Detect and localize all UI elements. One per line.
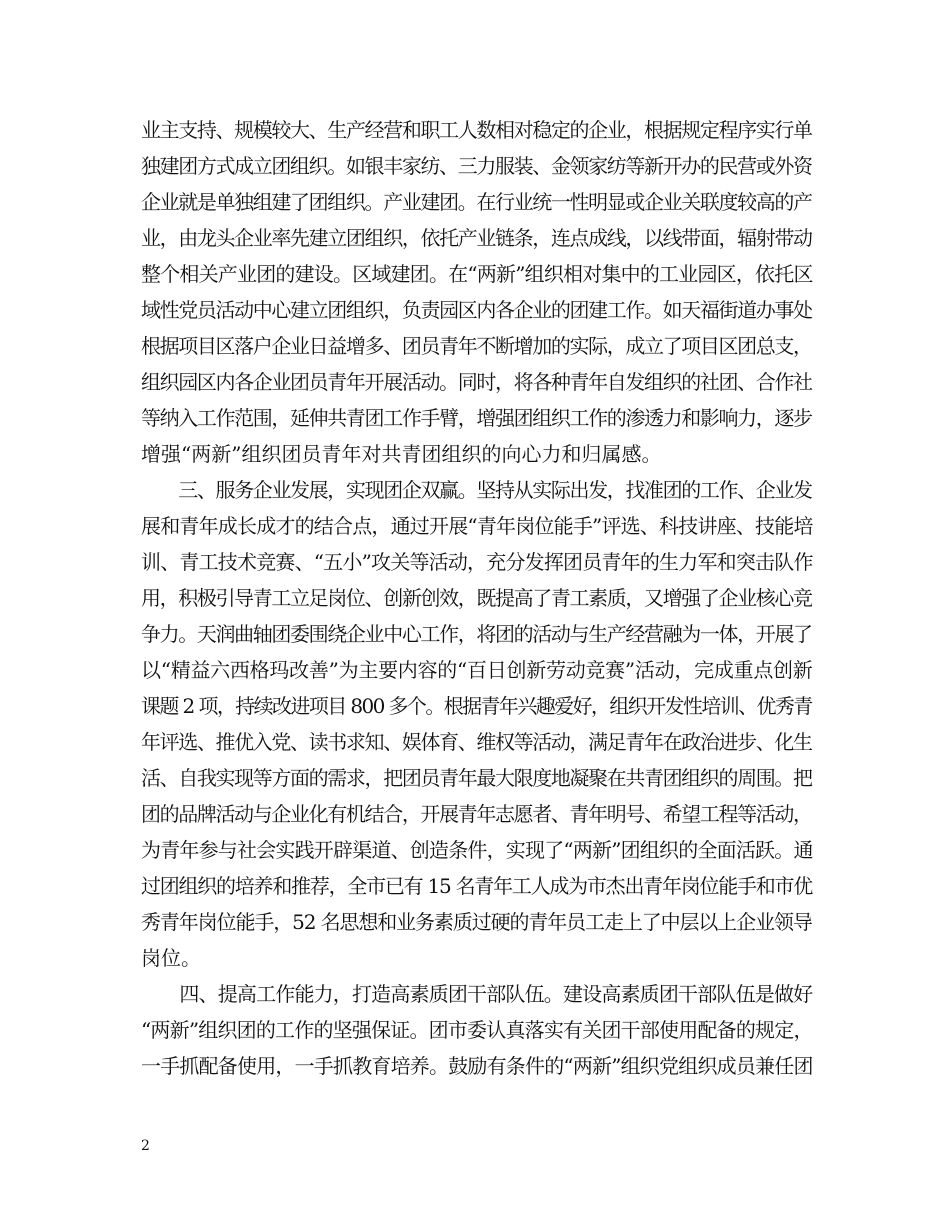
text-line: 整个相关产业团的建设。区域建团。在“两新”组织相对集中的工业园区，依托区 (141, 262, 813, 286)
text-line: 业，由龙头企业率先建立团组织，依托产业链条，连点成线，以线带面，辐射带动 (141, 226, 812, 250)
text-line: 活、自我实现等方面的需求，把团员青年最大限度地凝聚在共青团组织的周围。把 (141, 766, 812, 790)
document-body (141, 112, 813, 1084)
text-line: “两新”组织团的工作的坚强保证。团市委认真落实有关团干部使用配备的规定， (141, 1018, 813, 1042)
text-line: 根据项目区落户企业日益增多、团员青年不断增加的实际，成立了项目区团总支， (141, 334, 812, 358)
text-line: 年评选、推优入党、读书求知、娱体育、维权等活动，满足青年在政治进步、化生 (141, 730, 812, 754)
page-number: 2 (141, 1138, 150, 1154)
text-line: 等纳入工作范围，延伸共青团工作手臂，增强团组织工作的渗透力和影响力，逐步 (141, 406, 812, 430)
text-line: 组织园区内各企业团员青年开展活动。同时，将各种青年自发组织的社团、合作社 (141, 370, 812, 394)
text-line: 展和青年成长成才的结合点，通过开展“青年岗位能手”评选、科技讲座、技能培 (141, 514, 813, 538)
text-line: 争力。天润曲轴团委围绕企业中心工作，将团的活动与生产经营融为一体，开展了 (141, 622, 812, 646)
text-line: 用，积极引导青工立足岗位、创新创效，既提高了青工素质，又增强了企业核心竞 (141, 586, 812, 610)
text-line: 以“精益六西格玛改善”为主要内容的“百日创新劳动竞赛”活动，完成重点创新 (141, 658, 813, 682)
text-line: 四、提高工作能力，打造高素质团干部队伍。建设高素质团干部队伍是做好 (141, 982, 813, 1006)
text-line: 企业就是单独组建了团组织。产业建团。在行业统一性明显或企业关联度较高的产 (141, 190, 812, 214)
text-line: 三、服务企业发展，实现团企双赢。坚持从实际出发，找准团的工作、企业发 (141, 478, 812, 502)
text-line: 岗位。 (141, 946, 201, 970)
text-line: 课题 2 项，持续改进项目 800 多个。根据青年兴趣爱好，组织开发性培训、优秀青 (141, 694, 812, 718)
paragraph (141, 976, 813, 1084)
text-line: 业主支持、规模较大、生产经营和职工人数相对稳定的企业，根据规定程序实行单 (141, 118, 812, 142)
paragraph (141, 112, 813, 472)
paragraph (141, 472, 813, 976)
text-line: 域性党员活动中心建立团组织，负责园区内各企业的团建工作。如天福街道办事处 (141, 298, 812, 322)
text-line: 增强“两新”组织团员青年对共青团组织的向心力和归属感。 (141, 442, 662, 466)
text-line: 过团组织的培养和推荐，全市已有 15 名青年工人成为市杰出青年岗位能手和市优 (141, 874, 813, 898)
text-line: 一手抓配备使用，一手抓教育培养。鼓励有条件的“两新”组织党组织成员兼任团 (141, 1054, 813, 1078)
text-line: 秀青年岗位能手，52 名思想和业务素质过硬的青年员工走上了中层以上企业领导 (141, 910, 812, 934)
text-line: 训、青工技术竞赛、“五小”攻关等活动，充分发挥团员青年的生力军和突击队作 (141, 550, 813, 574)
text-line: 为青年参与社会实践开辟渠道、创造条件，实现了“两新”团组织的全面活跃。通 (141, 838, 813, 862)
text-line: 独建团方式成立团组织。如银丰家纺、三力服装、金领家纺等新开办的民营或外资 (141, 154, 812, 178)
text-line: 团的品牌活动与企业化有机结合，开展青年志愿者、青年明号、希望工程等活动， (141, 802, 812, 826)
